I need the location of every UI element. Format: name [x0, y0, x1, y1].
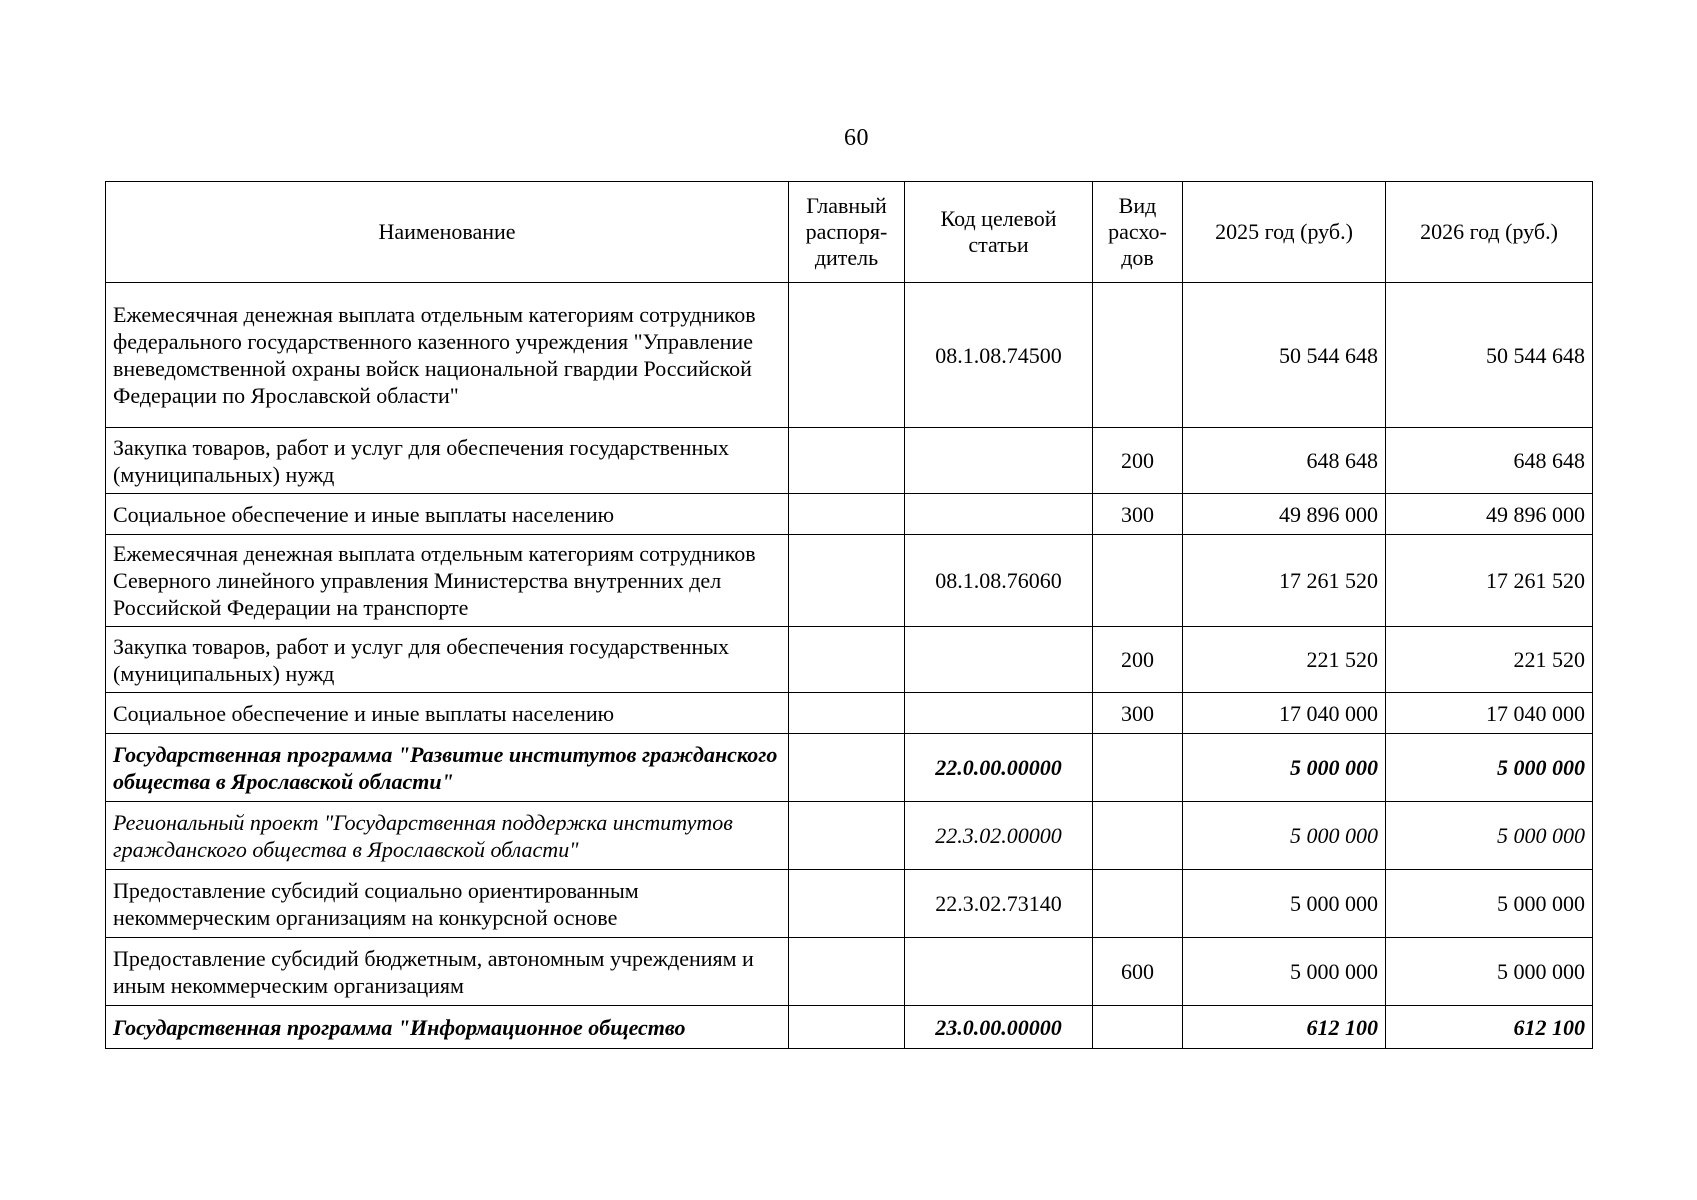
cell-name: Предоставление субсидий социально ориентированным некоммерческим организациям на конкурсной основе — [106, 870, 789, 938]
cell-manager — [789, 693, 905, 734]
page-number: 60 — [844, 125, 869, 151]
table-row — [106, 802, 1593, 870]
cell-manager — [789, 283, 905, 428]
cell-expense-type — [1093, 870, 1183, 938]
cell-name: Предоставление субсидий бюджетным, автономным учреждениям и иным некоммерческим организациям — [106, 938, 789, 1006]
header-target-code: Код целевой статьи — [905, 182, 1093, 283]
cell-year-2025: 17 261 520 — [1183, 535, 1386, 627]
budget-table — [105, 181, 1593, 1049]
cell-name: Социальное обеспечение и иные выплаты населению — [106, 494, 789, 535]
cell-year-2026: 5 000 000 — [1386, 802, 1593, 870]
cell-target-code: 22.3.02.73140 — [905, 870, 1093, 938]
cell-name: Закупка товаров, работ и услуг для обеспечения государственных (муниципальных) нужд — [106, 627, 789, 693]
header-year-2026: 2026 год (руб.) — [1386, 182, 1593, 283]
cell-target-code: 22.0.00.00000 — [905, 734, 1093, 802]
cell-target-code — [905, 938, 1093, 1006]
cell-year-2025: 5 000 000 — [1183, 734, 1386, 802]
table-row — [106, 938, 1593, 1006]
cell-manager — [789, 802, 905, 870]
cell-target-code — [905, 494, 1093, 535]
cell-year-2026: 5 000 000 — [1386, 870, 1593, 938]
cell-year-2026: 5 000 000 — [1386, 734, 1593, 802]
cell-manager — [789, 734, 905, 802]
cell-year-2026: 17 040 000 — [1386, 693, 1593, 734]
table-row — [106, 693, 1593, 734]
table-row — [106, 494, 1593, 535]
cell-target-code: 08.1.08.76060 — [905, 535, 1093, 627]
cell-manager — [789, 870, 905, 938]
cell-expense-type — [1093, 1006, 1183, 1049]
cell-expense-type: 300 — [1093, 494, 1183, 535]
cell-year-2025: 49 896 000 — [1183, 494, 1386, 535]
cell-year-2026: 5 000 000 — [1386, 938, 1593, 1006]
cell-expense-type — [1093, 535, 1183, 627]
cell-year-2026: 612 100 — [1386, 1006, 1593, 1049]
cell-target-code: 23.0.00.00000 — [905, 1006, 1093, 1049]
cell-manager — [789, 428, 905, 494]
header-name: Наименование — [106, 182, 789, 283]
cell-year-2025: 5 000 000 — [1183, 938, 1386, 1006]
cell-expense-type: 600 — [1093, 938, 1183, 1006]
cell-expense-type — [1093, 283, 1183, 428]
cell-target-code: 22.3.02.00000 — [905, 802, 1093, 870]
cell-year-2025: 17 040 000 — [1183, 693, 1386, 734]
cell-year-2026: 221 520 — [1386, 627, 1593, 693]
cell-year-2025: 5 000 000 — [1183, 870, 1386, 938]
cell-name: Государственная программа "Развитие институтов гражданского общества в Ярославской области" — [106, 734, 789, 802]
header-expense-type: Вид расхо-дов — [1093, 182, 1183, 283]
cell-year-2026: 50 544 648 — [1386, 283, 1593, 428]
cell-name: Ежемесячная денежная выплата отдельным категориям сотрудников федерального государственного казенного учреждения "Управление вневедомственной охраны войск национальной гвардии Российской Федерации по Ярославской области" — [106, 283, 789, 428]
header-year-2025: 2025 год (руб.) — [1183, 182, 1386, 283]
cell-year-2025: 5 000 000 — [1183, 802, 1386, 870]
table-row — [106, 428, 1593, 494]
cell-expense-type: 200 — [1093, 627, 1183, 693]
cell-target-code: 08.1.08.74500 — [905, 283, 1093, 428]
table-row — [106, 870, 1593, 938]
cell-target-code — [905, 627, 1093, 693]
header-row — [106, 182, 1593, 283]
cell-name: Государственная программа "Информационное общество — [106, 1006, 789, 1049]
table-row — [106, 535, 1593, 627]
cell-year-2025: 50 544 648 — [1183, 283, 1386, 428]
table-header — [106, 182, 1593, 283]
cell-name: Региональный проект "Государственная поддержка институтов гражданского общества в Ярославской области" — [106, 802, 789, 870]
cell-target-code — [905, 428, 1093, 494]
cell-expense-type — [1093, 734, 1183, 802]
cell-year-2026: 49 896 000 — [1386, 494, 1593, 535]
cell-expense-type — [1093, 802, 1183, 870]
cell-name: Закупка товаров, работ и услуг для обеспечения государственных (муниципальных) нужд — [106, 428, 789, 494]
table-row — [106, 627, 1593, 693]
table-row — [106, 1006, 1593, 1049]
cell-manager — [789, 1006, 905, 1049]
cell-year-2025: 648 648 — [1183, 428, 1386, 494]
cell-manager — [789, 938, 905, 1006]
cell-name: Ежемесячная денежная выплата отдельным категориям сотрудников Северного линейного управления Министерства внутренних дел Российской Федерации на транспорте — [106, 535, 789, 627]
cell-expense-type: 200 — [1093, 428, 1183, 494]
cell-name: Социальное обеспечение и иные выплаты населению — [106, 693, 789, 734]
cell-manager — [789, 494, 905, 535]
cell-expense-type: 300 — [1093, 693, 1183, 734]
table-body — [106, 283, 1593, 1049]
cell-manager — [789, 535, 905, 627]
cell-year-2025: 612 100 — [1183, 1006, 1386, 1049]
table-row — [106, 734, 1593, 802]
cell-year-2025: 221 520 — [1183, 627, 1386, 693]
cell-manager — [789, 627, 905, 693]
cell-year-2026: 648 648 — [1386, 428, 1593, 494]
header-manager: Главный распоря-дитель — [789, 182, 905, 283]
table-row — [106, 283, 1593, 428]
cell-target-code — [905, 693, 1093, 734]
cell-year-2026: 17 261 520 — [1386, 535, 1593, 627]
